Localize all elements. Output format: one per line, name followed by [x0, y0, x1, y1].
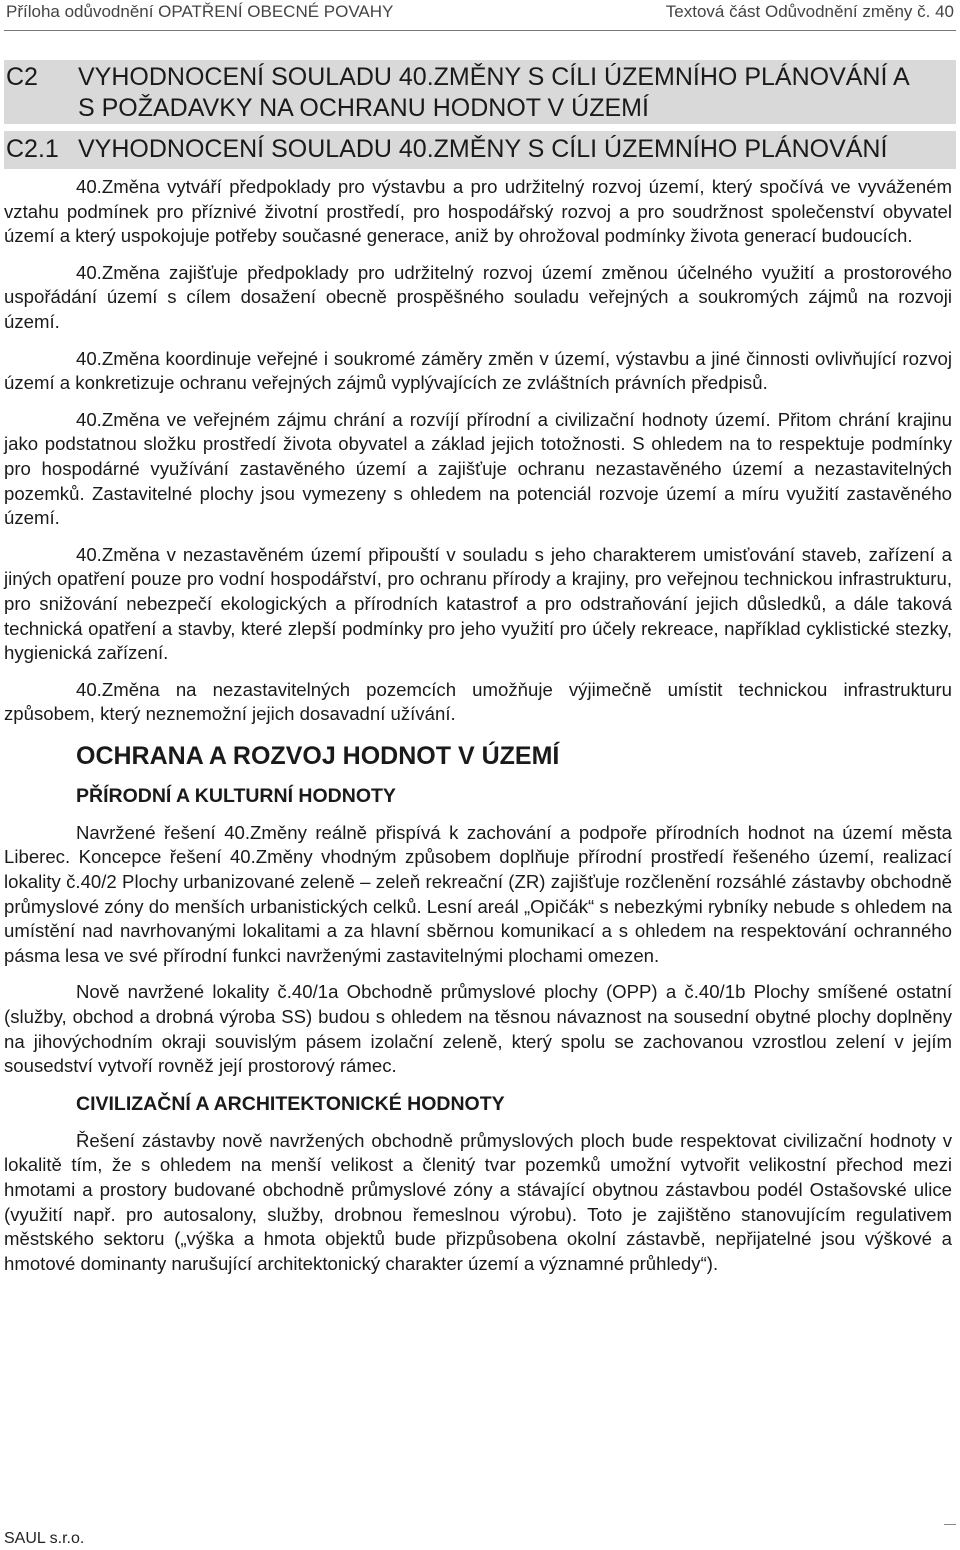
body-paragraph: Nově navržené lokality č.40/1a Obchodně průmyslové plochy (OPP) a č.40/1b Plochy smíšené ostatní (služby, obchod a drobná výroba SS) budou s ohledem na těsnou návaznost na sousední obytné plochy doplněny na jihovýchodním okraji souvislým pásem izolační zeleně, který spolu se zachovanou vzrostlou zelení v jejím sousedství vytvoří rovněž její prostorový rámec. [4, 981, 952, 1077]
natural-values-subtitle: PŘÍRODNÍ A KULTURNÍ HODNOTY [76, 784, 396, 807]
footer-company: SAUL s.r.o. [4, 1530, 85, 1547]
section-title: VYHODNOCENÍ SOULADU 40.ZMĚNY S CÍLI ÚZEMNÍHO PLÁNOVÁNÍ [78, 135, 888, 163]
body-paragraph: 40.Změna na nezastavitelných pozemcích umožňuje výjimečně umístit technickou infrastrukturu způsobem, který neznemožní jejich dosavadní užívání. [4, 678, 952, 725]
footer-divider [944, 1524, 956, 1525]
body-paragraph: 40.Změna koordinuje veřejné i soukromé záměry změn v území, výstavbu a jiné činnosti ovlivňující rozvoj území a konkretizuje ochranu veřejných zájmů vyplývajících ze zvláštních právních předpisů. [4, 347, 952, 394]
body-paragraph: Řešení zástavby nově navržených obchodně průmyslových ploch bude respektovat civilizační hodnoty v lokalitě tím, že s ohledem na menší velikost a členitý tvar pozemků umožní vytvořit velikostní přechod mezi hmotami a prostory budované obchodně průmyslové zóny a stávající obytnou zástavbou podél Ostašovské ulice (využití např. pro autosalony, služby, drobnou řemeslnou výrobu). Toto je zajištěno stanovujícím regulativem městského sektoru („výška a hmota objektů bude přizpůsobena okolní zástavbě, nepřijatelné jsou výškové a hmotové dominanty narušující architektonický charakter území a významné průhledy“). [4, 1129, 952, 1274]
section-number: C2.1 [6, 135, 59, 163]
section-heading [4, 131, 956, 169]
chapter-title-line1: VYHODNOCENÍ SOULADU 40.ZMĚNY S CÍLI ÚZEMNÍHO PLÁNOVÁNÍ A [78, 63, 910, 91]
document-body [4, 175, 952, 1288]
body-paragraph: Navržené řešení 40.Změny reálně přispívá k zachování a podpoře přírodních hodnot na území města Liberec. Koncepce řešení 40.Změny vhodným způsobem doplňuje přírodní prostředí řešeného území, realizací lokality č.40/2 Plochy urbanizované zeleně – zeleň rekreační (ZR) zajišťuje rozčlenění rozsáhlé zástavby obchodně průmyslové zóny do menších urbanistických celků. Lesní areál „Opičák“ s nebezkými rybníky nebude s ohledem na umístění nad navrhovanými lokalitami a za hlavní sběrnou komunikací a s ohledem na respektování ochranného pásma lesa ve své přírodní funkci navrženými zastavitelnými plochami omezen. [4, 821, 952, 966]
body-paragraph: 40.Změna v nezastavěném území připouští v souladu s jeho charakterem umisťování staveb, zařízení a jiných opatření pouze pro vodní hospodářství, pro ochranu přírody a krajiny, pro veřejnou technickou infrastrukturu, pro snižování nebezpečí ekologických a přírodních katastrof a pro odstraňování jejich důsledků, a dále taková technická opatření a stavby, které zlepší podmínky pro jeho využití pro účely rekreace, například cyklistické stezky, hygienická zařízení. [4, 543, 952, 664]
body-paragraph: 40.Změna vytváří předpoklady pro výstavbu a pro udržitelný rozvoj území, který spočívá ve vyváženém vztahu podmínek pro příznivé životní prostředí, pro hospodářský rozvoj a pro soudržnost společenství obyvatel území a který uspokojuje potřeby současné generace, aniž by ohrožoval podmínky života generací budoucích. [4, 176, 952, 247]
chapter-title-line2: S POŽADAVKY NA OCHRANU HODNOT V ÚZEMÍ [78, 94, 649, 122]
body-paragraph: 40.Změna zajišťuje předpoklady pro udržitelný rozvoj území změnou účelného využití a prostorového uspořádání území s cílem dosažení obecně prospěšného souladu veřejných a soukromých zájmů na rozvoji území. [4, 261, 952, 332]
chapter-number: C2 [6, 63, 38, 91]
values-section-title: OCHRANA A ROZVOJ HODNOT V ÚZEMÍ [76, 741, 560, 770]
header-divider [4, 30, 956, 31]
architectural-values-subtitle: CIVILIZAČNÍ A ARCHITEKTONICKÉ HODNOTY [76, 1092, 505, 1115]
chapter-heading [4, 60, 956, 124]
page-header [6, 2, 954, 28]
body-paragraph: 40.Změna ve veřejném zájmu chrání a rozvíjí přírodní a civilizační hodnoty území. Přitom chrání krajinu jako podstatnou složku prostředí života obyvatel a základ jejich totožnosti. S ohledem na to respektuje podmínky pro hospodárné využívání zastavěného území a zajišťuje ochranu nezastavěného území a nezastavitelných pozemků. Zastavitelné plochy jsou vymezeny s ohledem na potenciál rozvoje území a míru využití zastavěného území. [4, 408, 952, 529]
header-right-text: Textová část Odůvodnění změny č. 40 [665, 2, 954, 21]
header-left-text: Příloha odůvodnění OPATŘENÍ OBECNÉ POVAHY [6, 2, 394, 21]
